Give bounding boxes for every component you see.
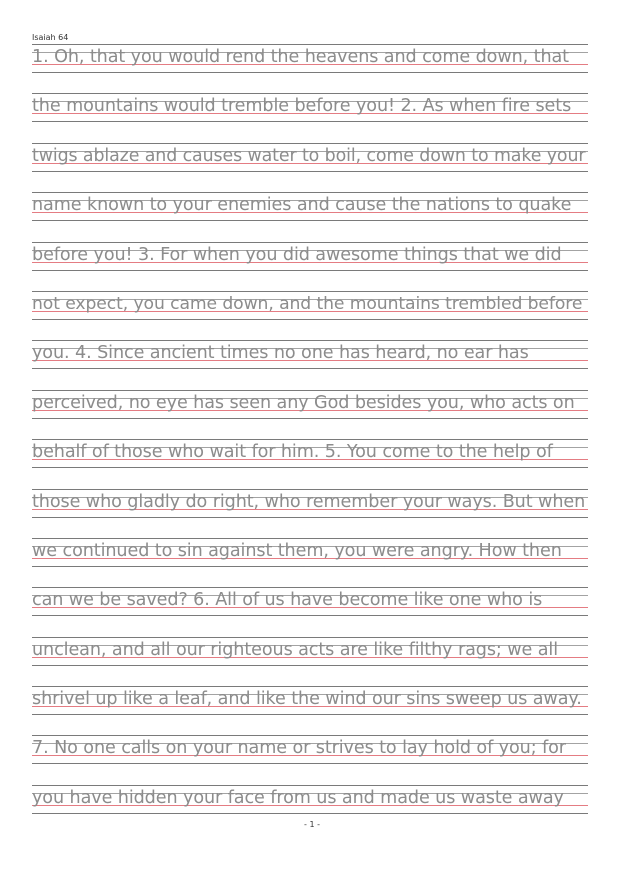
guide-line-base: [32, 171, 588, 172]
practice-row: [32, 142, 588, 191]
tracing-text-line: 1. Oh, that you would rend the heavens and come down, that: [32, 47, 569, 67]
guide-line-base: [32, 418, 588, 419]
guide-line-top: [32, 637, 588, 638]
guide-line-top: [32, 192, 588, 193]
guide-line-top: [32, 489, 588, 490]
practice-row: [32, 92, 588, 141]
guide-line-top: [32, 340, 588, 341]
practice-row: [32, 339, 588, 388]
guide-line-base: [32, 763, 588, 764]
tracing-text-line: you have hidden your face from us and made us waste away: [32, 787, 564, 808]
practice-row: [32, 586, 588, 635]
guide-line-base: [32, 368, 588, 369]
tracing-text-line: not expect, you came down, and the mountains trembled before: [32, 293, 583, 314]
practice-row: [32, 191, 588, 240]
page-number: - 1 -: [304, 820, 320, 829]
tracing-text-line: twigs ablaze and causes water to boil, come down to make your: [32, 145, 586, 166]
practice-row: [32, 43, 588, 92]
practice-row: [32, 241, 588, 290]
guide-line-base: [32, 517, 588, 518]
practice-row: [32, 685, 588, 734]
guide-line-top: [32, 93, 588, 94]
guide-line-top: [32, 143, 588, 144]
guide-line-base: [32, 220, 588, 221]
tracing-text-line: you. 4. Since ancient times no one has heard, no ear has: [32, 343, 529, 364]
guide-line-top: [32, 439, 588, 440]
tracing-text-line: behalf of those who wait for him. 5. You come to the help of: [32, 442, 553, 463]
guide-line-top: [32, 538, 588, 539]
guide-line-base: [32, 615, 588, 616]
practice-row: [32, 488, 588, 537]
guide-line-top: [32, 735, 588, 736]
tracing-text-line: we continued to sin against them, you were angry. How then: [32, 540, 562, 561]
guide-line-base: [32, 319, 588, 320]
guide-line-top: [32, 785, 588, 786]
guide-line-base: [32, 467, 588, 468]
practice-row: [32, 636, 588, 685]
guide-line-base: [32, 714, 588, 715]
tracing-text-line: shrivel up like a leaf, and like the wind our sins sweep us away.: [32, 689, 582, 710]
guide-line-base: [32, 72, 588, 73]
guide-line-base: [32, 665, 588, 666]
guide-line-base: [32, 813, 588, 814]
guide-line-top: [32, 291, 588, 292]
tracing-text-line: name known to your enemies and cause the nations to quake: [32, 195, 572, 216]
tracing-text-line: unclean, and all our righteous acts are like filthy rags; we all: [32, 639, 558, 660]
tracing-text-line: before you! 3. For when you did awesome things that we did: [32, 244, 562, 265]
handwriting-practice-lines: [32, 43, 588, 833]
tracing-text-line: the mountains would tremble before you! 2. As when fire sets: [32, 96, 572, 117]
guide-line-top: [32, 390, 588, 391]
guide-line-top: [32, 686, 588, 687]
practice-row: [32, 734, 588, 783]
tracing-text-line: 7. No one calls on your name or strives to lay hold of you; for: [32, 738, 566, 759]
guide-line-top: [32, 242, 588, 243]
practice-row: [32, 438, 588, 487]
practice-row: [32, 537, 588, 586]
practice-row: [32, 389, 588, 438]
guide-line-base: [32, 121, 588, 122]
guide-line-base: [32, 270, 588, 271]
guide-line-top: [32, 44, 588, 45]
tracing-text-line: can we be saved? 6. All of us have become like one who is: [32, 590, 543, 611]
practice-row: [32, 290, 588, 339]
tracing-text-line: perceived, no eye has seen any God besides you, who acts on: [32, 392, 575, 413]
page-header-title: Isaiah 64: [32, 33, 69, 42]
tracing-text-line: those who gladly do right, who remember your ways. But when: [32, 491, 586, 512]
guide-line-top: [32, 587, 588, 588]
guide-line-base: [32, 566, 588, 567]
